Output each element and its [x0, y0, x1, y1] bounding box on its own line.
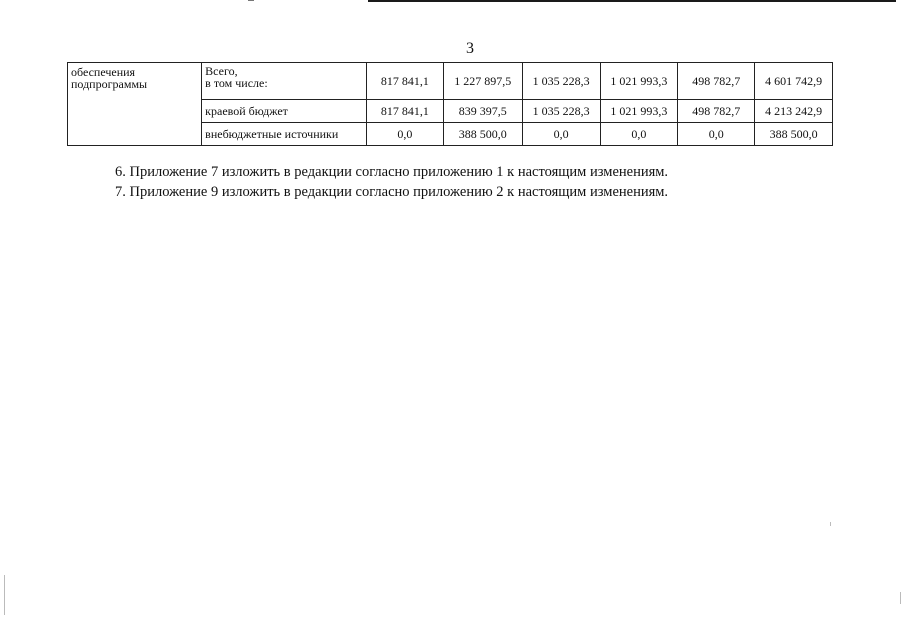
row-label-total [202, 63, 367, 100]
table-cell: 0,0 [522, 123, 600, 146]
row-label-extrabudgetary: внебюджетные источники [202, 123, 367, 146]
row-label-line: в том числе: [205, 76, 268, 90]
table-cell: 4 213 242,9 [755, 100, 833, 123]
paragraph-item-7: 7. Приложение 9 изложить в редакции согласно приложению 2 к настоящим изменениям. [115, 184, 669, 200]
table-cell: 1 021 993,3 [600, 63, 678, 100]
table-cell: 1 035 228,3 [522, 100, 600, 123]
table-cell: 498 782,7 [678, 63, 755, 100]
table-cell: 0,0 [367, 123, 444, 146]
scan-dust-mark [830, 522, 831, 526]
category-cell [68, 63, 202, 146]
row-label-regional-budget: краевой бюджет [202, 100, 367, 123]
category-line-1: обеспечения [71, 65, 136, 79]
table-cell: 1 021 993,3 [600, 100, 678, 123]
table-cell: 839 397,5 [443, 100, 522, 123]
table-row-total [68, 63, 833, 100]
table-cell: 1 227 897,5 [443, 63, 522, 100]
scan-edge-mark [900, 592, 901, 604]
table-cell: 0,0 [600, 123, 678, 146]
scan-edge-mark [4, 575, 5, 615]
table-cell: 1 035 228,3 [522, 63, 600, 100]
table-cell: 4 601 742,9 [755, 63, 833, 100]
page-number: 3 [466, 40, 474, 57]
table-cell: 0,0 [678, 123, 755, 146]
paragraph-item-6: 6. Приложение 7 изложить в редакции согласно приложению 1 к настоящим изменениям. [115, 164, 669, 180]
table-cell: 817 841,1 [367, 63, 444, 100]
table-cell: 498 782,7 [678, 100, 755, 123]
budget-table [67, 62, 833, 146]
scan-top-tick [248, 0, 254, 1]
table-cell: 817 841,1 [367, 100, 444, 123]
row-label-line: Всего, [205, 64, 238, 78]
table-cell: 388 500,0 [755, 123, 833, 146]
table-cell: 388 500,0 [443, 123, 522, 146]
category-line-2: подпрограммы [71, 77, 148, 91]
scan-top-border [368, 0, 896, 2]
amendment-text [115, 162, 855, 202]
